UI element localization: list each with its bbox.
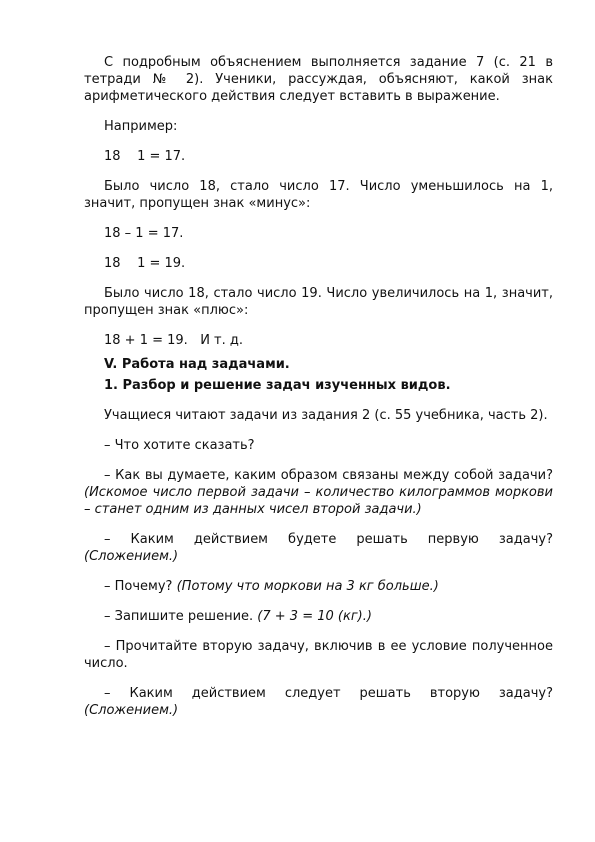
question-what-to-say: – Что хотите сказать? [104,438,255,453]
solution-first-task: (7 + 3 = 10 (кг).) [257,609,372,624]
explanation-plus: Было число 18, стало число 19. Число увеличилось на 1, значит, пропущен знак «плюс»: [84,286,553,318]
instruction-write-solution [84,608,553,625]
question-first-task-text: – Каким действием будете решать первую задачу? [104,532,553,547]
answer-second-task: (Сложением.) [84,703,179,718]
tasks-paragraph: Учащиеся читают задачи из задания 2 (с. 55 учебника, часть 2). [104,408,548,423]
section-heading: V. Работа над задачами. [104,357,290,372]
question-relation-text: – Как вы думаете, каким образом связаны между собой задачи? [104,468,553,483]
document-page [84,54,553,732]
expression-missing-minus: 18 1 = 17. [104,149,186,164]
example-label: Например: [104,119,178,134]
question-relation [84,467,553,518]
expression-with-minus: 18 – 1 = 17. [104,226,184,241]
answer-first-task: (Сложением.) [84,549,179,564]
answer-relation: (Искомое число первой задачи – количество килограммов моркови – станет одним из данных чисел второй задачи.) [84,485,553,517]
instruction-read-second-task: – Прочитайте вторую задачу, включив в ее условие полученное число. [84,639,553,671]
explanation-minus: Было число 18, стало число 17. Число уменьшилось на 1, значит, пропущен знак «минус»: [84,179,553,211]
expression-with-plus: 18 + 1 = 19. И т. д. [104,333,244,348]
subsection-heading: 1. Разбор и решение задач изученных видов. [104,378,451,393]
question-second-task [84,685,553,719]
question-why-text: – Почему? [104,579,173,594]
question-first-task [84,531,553,565]
intro-paragraph: С подробным объяснением выполняется задание 7 (с. 21 в тетради № 2). Ученики, рассуждая, объясняют, какой знак арифметического действия следует вставить в выражение. [84,55,553,104]
question-second-task-text: – Каким действием следует решать вторую задачу? [104,686,553,701]
answer-why: (Потому что моркови на 3 кг больше.) [176,579,439,594]
expression-missing-plus: 18 1 = 19. [104,256,186,271]
instruction-write-solution-text: – Запишите решение. [104,609,254,624]
question-why [84,578,553,595]
